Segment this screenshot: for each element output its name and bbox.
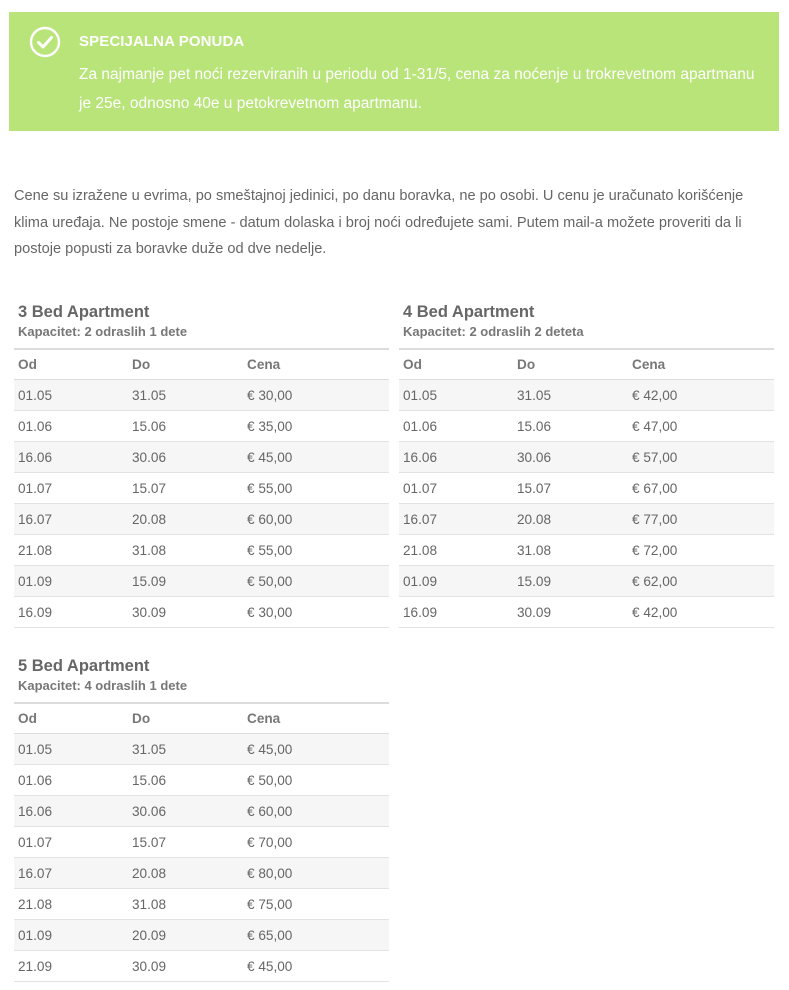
cell-from-date: 16.09 <box>14 597 128 628</box>
table-row <box>14 442 389 473</box>
cell-from-date: 01.06 <box>14 765 128 796</box>
apartment-5-bed <box>14 655 389 982</box>
table-row <box>14 411 389 442</box>
cell-price: € 62,00 <box>628 566 774 597</box>
cell-from-date: 16.07 <box>14 504 128 535</box>
checkmark-circle-icon <box>27 24 63 60</box>
table-row <box>14 566 389 597</box>
cell-from-date: 01.07 <box>14 827 128 858</box>
cell-from-date: 01.05 <box>14 380 128 411</box>
table-row <box>399 380 774 411</box>
column-header-price: Cena <box>628 349 774 380</box>
cell-price: € 75,00 <box>243 889 389 920</box>
apartment-capacity: Kapacitet: 2 odraslih 2 deteta <box>403 324 584 339</box>
price-table-body <box>14 734 389 982</box>
table-row <box>14 504 389 535</box>
table-row <box>14 951 389 982</box>
price-table <box>14 348 389 628</box>
cell-from-date: 01.06 <box>399 411 513 442</box>
table-row <box>14 473 389 504</box>
price-table-body <box>399 380 774 628</box>
apartment-4-bed <box>399 301 774 628</box>
cell-to-date: 30.09 <box>513 597 628 628</box>
cell-from-date: 21.08 <box>14 889 128 920</box>
cell-price: € 65,00 <box>243 920 389 951</box>
cell-to-date: 30.06 <box>513 442 628 473</box>
price-table <box>14 702 389 982</box>
column-header-price: Cena <box>243 703 389 734</box>
cell-to-date: 31.05 <box>128 734 243 765</box>
cell-price: € 50,00 <box>243 566 389 597</box>
cell-price: € 70,00 <box>243 827 389 858</box>
cell-price: € 60,00 <box>243 796 389 827</box>
cell-price: € 35,00 <box>243 411 389 442</box>
cell-price: € 60,00 <box>243 504 389 535</box>
table-row <box>14 920 389 951</box>
price-table <box>399 348 774 628</box>
cell-price: € 45,00 <box>243 442 389 473</box>
cell-from-date: 16.06 <box>14 796 128 827</box>
cell-price: € 30,00 <box>243 597 389 628</box>
cell-to-date: 31.05 <box>513 380 628 411</box>
cell-to-date: 15.07 <box>128 827 243 858</box>
column-header-from: Od <box>14 703 128 734</box>
table-header-row <box>14 703 389 734</box>
cell-to-date: 30.09 <box>128 951 243 982</box>
cell-to-date: 30.06 <box>128 796 243 827</box>
column-header-from: Od <box>399 349 513 380</box>
cell-from-date: 01.06 <box>14 411 128 442</box>
pricing-intro-text: Cene su izražene u evrima, po smeštajnoj jedinici, po danu boravka, ne po osobi. U cenu je uračunato korišćenje klima uređaja. Ne postoje smene - datum dolaska i broj noći određujete sami. Putem mail-a možete proveriti da li postoje popusti za boravke duže od dve nedelje. <box>14 188 744 257</box>
column-header-price: Cena <box>243 349 389 380</box>
cell-from-date: 01.09 <box>14 566 128 597</box>
cell-price: € 42,00 <box>628 597 774 628</box>
table-row <box>14 827 389 858</box>
cell-to-date: 31.08 <box>128 535 243 566</box>
table-row <box>14 597 389 628</box>
table-header-row <box>399 349 774 380</box>
table-header-row <box>14 349 389 380</box>
cell-from-date: 01.07 <box>399 473 513 504</box>
apartment-capacity: Kapacitet: 2 odraslih 1 dete <box>18 324 188 339</box>
cell-to-date: 15.06 <box>128 411 243 442</box>
cell-price: € 72,00 <box>628 535 774 566</box>
cell-to-date: 31.05 <box>128 380 243 411</box>
cell-to-date: 15.09 <box>513 566 628 597</box>
table-row <box>399 442 774 473</box>
cell-to-date: 20.08 <box>513 504 628 535</box>
apartment-3-bed <box>14 301 389 628</box>
table-row <box>399 566 774 597</box>
table-row <box>14 765 389 796</box>
cell-price: € 50,00 <box>243 765 389 796</box>
column-header-to: Do <box>128 349 243 380</box>
special-offer-title: SPECIJALNA PONUDA <box>79 33 245 50</box>
apartment-title: 3 Bed Apartment <box>18 303 150 321</box>
cell-from-date: 01.09 <box>399 566 513 597</box>
cell-from-date: 01.05 <box>399 380 513 411</box>
column-header-to: Do <box>128 703 243 734</box>
cell-to-date: 30.09 <box>128 597 243 628</box>
special-offer-text: Za najmanje pet noći rezerviranih u periodu od 1-31/5, cena za noćenje u trokrevetnom apartmanu je 25e, odnosno 40e u petokrevetnom apartmanu. <box>79 66 755 112</box>
cell-to-date: 30.06 <box>128 442 243 473</box>
table-row <box>399 597 774 628</box>
cell-from-date: 16.07 <box>399 504 513 535</box>
cell-price: € 55,00 <box>243 473 389 504</box>
cell-to-date: 15.06 <box>128 765 243 796</box>
cell-from-date: 16.07 <box>14 858 128 889</box>
cell-to-date: 15.07 <box>128 473 243 504</box>
cell-price: € 57,00 <box>628 442 774 473</box>
cell-price: € 80,00 <box>243 858 389 889</box>
table-row <box>14 535 389 566</box>
table-row <box>14 734 389 765</box>
cell-to-date: 15.07 <box>513 473 628 504</box>
table-row <box>399 473 774 504</box>
special-offer-banner <box>9 12 779 131</box>
apartment-title: 4 Bed Apartment <box>403 303 535 321</box>
cell-from-date: 16.06 <box>399 442 513 473</box>
cell-from-date: 16.09 <box>399 597 513 628</box>
table-row <box>14 380 389 411</box>
cell-to-date: 20.08 <box>128 504 243 535</box>
cell-to-date: 20.09 <box>128 920 243 951</box>
cell-price: € 47,00 <box>628 411 774 442</box>
cell-from-date: 21.08 <box>399 535 513 566</box>
cell-price: € 55,00 <box>243 535 389 566</box>
cell-to-date: 31.08 <box>128 889 243 920</box>
apartment-capacity: Kapacitet: 4 odraslih 1 dete <box>18 678 188 693</box>
table-row <box>14 796 389 827</box>
cell-price: € 42,00 <box>628 380 774 411</box>
column-header-to: Do <box>513 349 628 380</box>
cell-from-date: 21.09 <box>14 951 128 982</box>
column-header-from: Od <box>14 349 128 380</box>
table-row <box>399 504 774 535</box>
table-row <box>14 889 389 920</box>
cell-price: € 45,00 <box>243 951 389 982</box>
table-row <box>399 535 774 566</box>
table-row <box>14 858 389 889</box>
cell-price: € 67,00 <box>628 473 774 504</box>
cell-to-date: 15.09 <box>128 566 243 597</box>
price-table-body <box>14 380 389 628</box>
cell-from-date: 16.06 <box>14 442 128 473</box>
apartment-title: 5 Bed Apartment <box>18 657 150 675</box>
cell-to-date: 31.08 <box>513 535 628 566</box>
table-row <box>399 411 774 442</box>
cell-from-date: 01.09 <box>14 920 128 951</box>
cell-price: € 30,00 <box>243 380 389 411</box>
cell-from-date: 21.08 <box>14 535 128 566</box>
cell-to-date: 15.06 <box>513 411 628 442</box>
cell-from-date: 01.05 <box>14 734 128 765</box>
cell-to-date: 20.08 <box>128 858 243 889</box>
cell-price: € 45,00 <box>243 734 389 765</box>
cell-price: € 77,00 <box>628 504 774 535</box>
cell-from-date: 01.07 <box>14 473 128 504</box>
